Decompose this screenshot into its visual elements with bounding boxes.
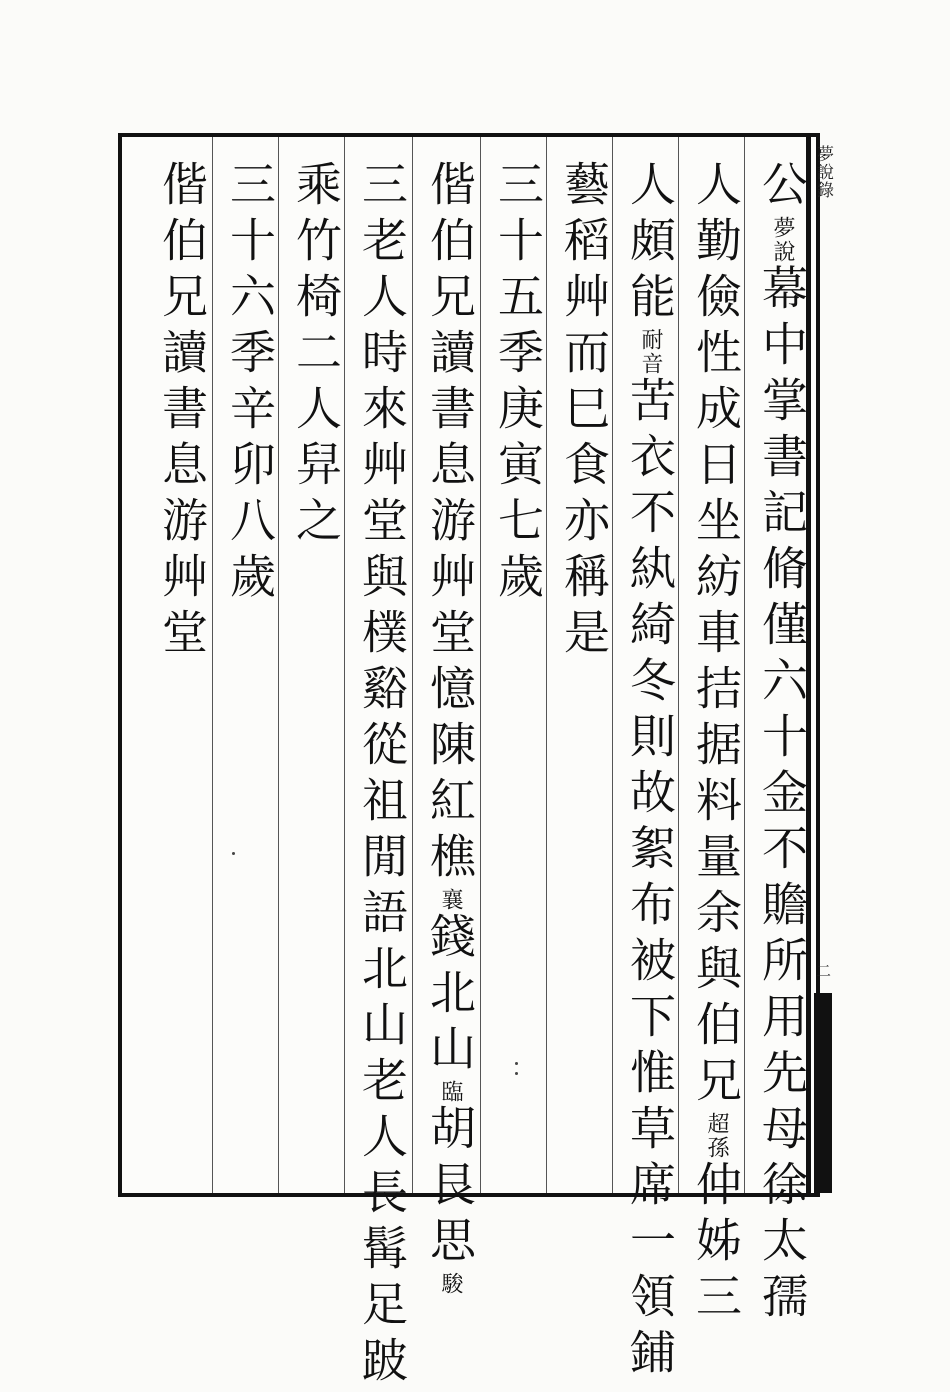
text-column-6 bbox=[418, 160, 482, 1296]
column-text: 人勤儉性成日坐紡車拮据料量余與伯兄 bbox=[689, 160, 743, 1112]
text-column-4 bbox=[552, 160, 616, 664]
text-column-8 bbox=[284, 160, 348, 552]
column-text: 乘竹椅二人舁之 bbox=[289, 160, 343, 552]
column-text: 胡艮思 bbox=[423, 1104, 477, 1272]
column-text: 三十五季庚寅七歲 bbox=[491, 160, 545, 608]
text-column-10 bbox=[150, 160, 214, 664]
text-column-1 bbox=[750, 160, 814, 1328]
column-note: 襄 bbox=[438, 888, 463, 912]
text-column-3 bbox=[618, 160, 682, 1384]
text-column-7 bbox=[350, 160, 414, 1392]
column-text: 藝稻艸而巳食亦稱是 bbox=[557, 160, 611, 664]
column-text: 三老人時來艸堂與樸谿從祖閒語北山老人長髯足跛 bbox=[355, 160, 409, 1392]
book-spine bbox=[812, 133, 834, 1197]
spine-page-number: 二 bbox=[814, 963, 832, 978]
spine-black-bar bbox=[814, 993, 832, 1193]
spine-title: 夢說錄 bbox=[813, 145, 833, 199]
column-text: 偕伯兄讀書息游艸堂 bbox=[155, 160, 209, 664]
text-column-9 bbox=[218, 160, 282, 608]
column-text: 幕中掌書記脩僅六十金不贍所用先母徐太孺 bbox=[755, 264, 809, 1328]
column-text: 苦衣不紈綺冬則故絮布被下惟草席一領鋪 bbox=[623, 376, 677, 1384]
column-note: 夢說 bbox=[770, 216, 795, 264]
column-text: 仲姊三 bbox=[689, 1160, 743, 1328]
column-note: 超 bbox=[704, 1112, 729, 1136]
ink-speck bbox=[232, 852, 235, 855]
column-text: 三十六季辛卯八歲 bbox=[223, 160, 277, 608]
column-text: 偕伯兄讀書息游艸堂憶陳紅樵 bbox=[423, 160, 477, 888]
ink-speck bbox=[515, 1072, 518, 1075]
column-note: 駿 bbox=[438, 1272, 463, 1296]
column-text: 人頗能 bbox=[623, 160, 677, 328]
text-column-2 bbox=[684, 160, 748, 1328]
column-note: 孫 bbox=[704, 1136, 729, 1160]
column-note: 耐音 bbox=[638, 328, 663, 376]
column-note: 臨 bbox=[438, 1080, 463, 1104]
text-column-5 bbox=[486, 160, 550, 608]
ink-speck bbox=[515, 1062, 518, 1065]
column-text: 錢北山 bbox=[423, 912, 477, 1080]
column-text: 公 bbox=[755, 160, 809, 216]
